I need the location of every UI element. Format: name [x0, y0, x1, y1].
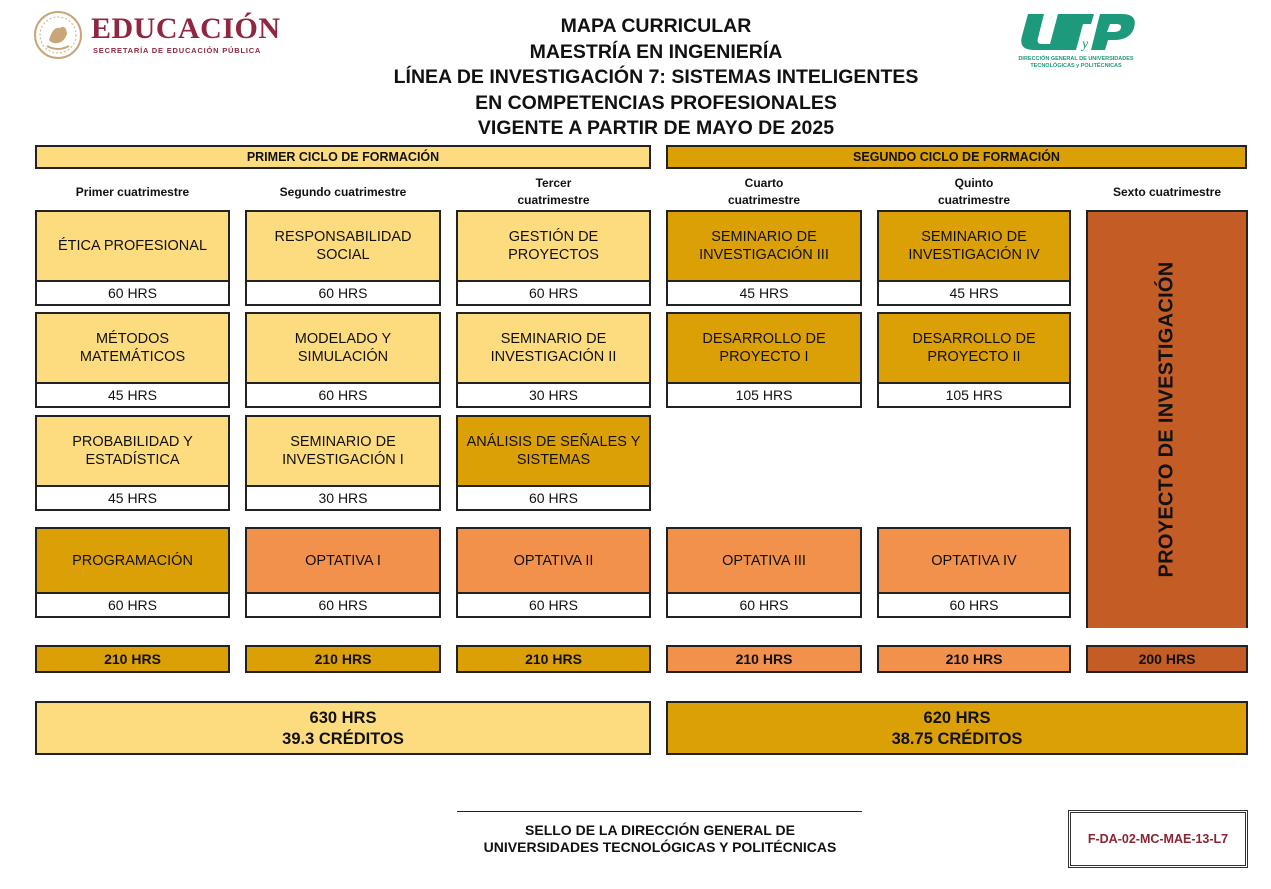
course-name: RESPONSABILIDAD SOCIAL — [274, 229, 412, 263]
term-header-4 — [666, 175, 862, 209]
course-name: SEMINARIO DE INVESTIGACIÓN I — [282, 434, 404, 468]
sep-logo — [33, 10, 293, 62]
course-hours: 105 HRS — [668, 382, 860, 406]
course-hours: 60 HRS — [458, 485, 649, 509]
course-name: MÉTODOS MATEMÁTICOS — [79, 331, 186, 365]
course-hours: 60 HRS — [879, 592, 1069, 616]
course-name: PROBABILIDAD Y ESTADÍSTICA — [72, 434, 193, 468]
course-card — [245, 210, 441, 306]
title-line: EN COMPETENCIAS PROFESIONALES — [475, 91, 837, 114]
course-card — [456, 527, 651, 618]
term-header-3 — [456, 175, 651, 209]
course-hours: 60 HRS — [37, 280, 228, 304]
course-card — [35, 312, 230, 408]
document-code — [1068, 810, 1248, 868]
term-total: 210 HRS — [877, 645, 1071, 673]
term-total: 210 HRS — [456, 645, 651, 673]
course-name: OPTATIVA I — [305, 552, 381, 569]
course-hours: 60 HRS — [37, 592, 228, 616]
term-header-6 — [1086, 175, 1248, 209]
term-label: Cuarto — [744, 176, 784, 190]
term-label: Tercer — [535, 176, 572, 190]
course-card — [456, 312, 651, 408]
term-total: 210 HRS — [245, 645, 441, 673]
course-name: SEMINARIO DE INVESTIGACIÓN III — [699, 229, 829, 263]
utp-logo — [1008, 10, 1148, 72]
term-label: Sexto cuatrimestre — [1112, 184, 1222, 199]
term-label: cuatrimestre — [937, 193, 1011, 207]
course-card — [35, 527, 230, 618]
utp-logo-subtitle — [1012, 56, 1140, 69]
course-name: ÉTICA PROFESIONAL — [57, 238, 208, 254]
course-name: OPTATIVA III — [722, 552, 806, 569]
term-label: Primer cuatrimestre — [75, 184, 190, 199]
course-hours: 60 HRS — [458, 592, 649, 616]
course-card — [877, 527, 1071, 618]
seal-caption — [440, 822, 880, 856]
title-line: LÍNEA DE INVESTIGACIÓN 7: SISTEMAS INTELIGENTES — [393, 66, 919, 88]
mexican-seal-icon — [33, 10, 83, 60]
term-total: 210 HRS — [666, 645, 862, 673]
course-name: OPTATIVA IV — [931, 552, 1017, 569]
title-line: MAESTRÍA EN INGENIERÍA — [529, 40, 783, 63]
course-card — [666, 210, 862, 306]
course-name: ANÁLISIS DE SEÑALES Y SISTEMAS — [466, 434, 641, 468]
course-name: OPTATIVA II — [513, 552, 594, 569]
course-hours: 60 HRS — [247, 382, 439, 406]
term-label: cuatrimestre — [727, 193, 801, 207]
title-line: MAPA CURRICULAR — [560, 15, 752, 37]
cycle-hours: 630 HRS — [309, 709, 377, 727]
course-card — [35, 415, 230, 511]
svg-text:y: y — [1082, 37, 1089, 52]
course-hours: 45 HRS — [668, 280, 860, 304]
term-header-1 — [35, 175, 230, 209]
title-line: VIGENTE A PARTIR DE MAYO DE 2025 — [477, 117, 835, 139]
course-hours: 60 HRS — [458, 280, 649, 304]
term-total: 210 HRS — [35, 645, 230, 673]
course-card — [35, 210, 230, 306]
first-cycle-bar: PRIMER CICLO DE FORMACIÓN — [35, 145, 651, 169]
cycle-credits: 38.75 CRÉDITOS — [891, 730, 1023, 748]
course-hours: 45 HRS — [879, 280, 1069, 304]
sep-logo-subtitle: SECRETARÍA DE EDUCACIÓN PÚBLICA — [93, 46, 262, 55]
course-card — [877, 210, 1071, 306]
term-total: 200 HRS — [1086, 645, 1248, 673]
course-card — [666, 527, 862, 618]
course-name: DESARROLLO DE PROYECTO I — [702, 331, 826, 365]
course-card — [456, 415, 651, 511]
course-hours: 60 HRS — [247, 280, 439, 304]
research-project-label-wrap — [1086, 210, 1248, 628]
utp-subtitle-line: DIRECCIÓN GENERAL DE UNIVERSIDADES — [1018, 56, 1134, 62]
course-hours: 60 HRS — [668, 592, 860, 616]
course-card — [666, 312, 862, 408]
cycle-credits: 39.3 CRÉDITOS — [282, 730, 404, 748]
seal-caption-line: SELLO DE LA DIRECCIÓN GENERAL DE — [525, 822, 795, 838]
course-hours: 45 HRS — [37, 485, 228, 509]
course-name: SEMINARIO DE INVESTIGACIÓN IV — [908, 229, 1040, 263]
course-hours: 105 HRS — [879, 382, 1069, 406]
page-title — [340, 14, 972, 142]
second-cycle-bar: SEGUNDO CICLO DE FORMACIÓN — [666, 145, 1247, 169]
course-card — [456, 210, 651, 306]
course-name: GESTIÓN DE PROYECTOS — [508, 229, 599, 263]
course-card — [877, 312, 1071, 408]
course-card — [245, 415, 441, 511]
term-label: cuatrimestre — [517, 193, 590, 207]
utp-subtitle-line: TECNOLÓGICAS y POLITÉCNICAS — [1030, 62, 1122, 69]
course-name: SEMINARIO DE INVESTIGACIÓN II — [490, 331, 617, 365]
course-hours: 60 HRS — [247, 592, 439, 616]
course-hours: 30 HRS — [247, 485, 439, 509]
utp-logo-icon — [1014, 10, 1138, 56]
second-cycle-summary — [666, 701, 1248, 755]
course-name: PROGRAMACIÓN — [72, 552, 193, 569]
course-name: DESARROLLO DE PROYECTO II — [912, 331, 1036, 365]
course-hours: 45 HRS — [37, 382, 228, 406]
term-header-2 — [245, 175, 441, 209]
first-cycle-summary — [35, 701, 651, 755]
signature-line — [457, 811, 862, 812]
course-name: MODELADO Y SIMULACIÓN — [294, 331, 392, 365]
document-code-text: F-DA-02-MC-MAE-13-L7 — [1087, 832, 1229, 846]
term-label: Segundo cuatrimestre — [279, 184, 407, 199]
course-hours: 30 HRS — [458, 382, 649, 406]
seal-caption-line: UNIVERSIDADES TECNOLÓGICAS Y POLITÉCNICAS — [483, 839, 837, 855]
course-card — [245, 527, 441, 618]
term-label: Quinto — [954, 176, 994, 190]
sep-logo-word: EDUCACIÓN — [91, 12, 281, 45]
cycle-hours: 620 HRS — [923, 709, 991, 727]
term-header-5 — [877, 175, 1071, 209]
course-card — [245, 312, 441, 408]
research-project-label: PROYECTO DE INVESTIGACIÓN — [1155, 260, 1178, 578]
